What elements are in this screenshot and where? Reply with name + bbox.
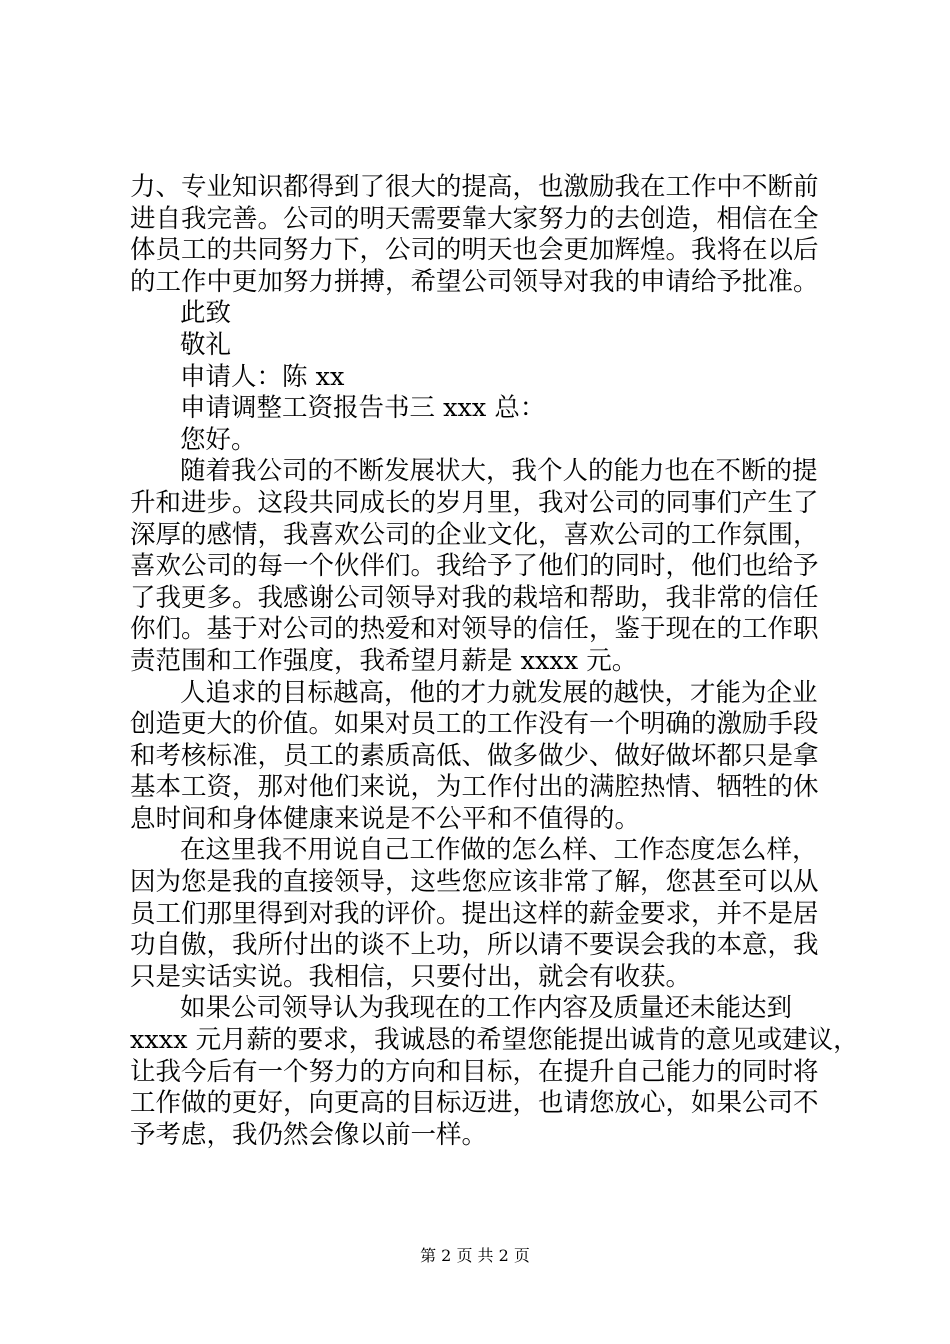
text-line: 只是实话实说。我相信，只要付出，就会有收获。 [130,961,692,992]
text-line: 你们。基于对公司的热爱和对领导的信任，鉴于现在的工作职 [130,614,819,645]
paragraph-start: 人追求的目标越高，他的才力就发展的越快，才能为企业 [180,677,818,708]
text-line: 升和进步。这段共同成长的岁月里，我对公司的同事们产生了 [130,487,819,518]
closing-line: 此致 [180,298,232,329]
text-line: 责范围和工作强度，我希望月薪是 xxxx 元。 [130,645,638,676]
page-footer [0,1246,950,1266]
page-number: 第 2 页 共 2 页 [420,1246,530,1265]
paragraph-start: 在这里我不用说自己工作做的怎么样、工作态度怎么样， [180,835,818,866]
text-line: 工作做的更好，向更高的目标迈进，也请您放心，如果公司不 [130,1088,819,1119]
paragraph-start: 随着我公司的不断发展状大，我个人的能力也在不断的提 [180,456,818,487]
text-line: 力、专业知识都得到了很大的提高，也激励我在工作中不断前 [130,172,819,202]
text-line: xxxx 元月薪的要求，我诚恳的希望您能提出诚肯的意见或建议， [130,1025,859,1056]
greeting-line: 您好。 [180,424,257,455]
paragraph-start: 如果公司领导认为我现在的工作内容及质量还未能达到 [180,993,793,1024]
section-heading: 申请调整工资报告书三 xxx 总： [180,393,546,424]
text-line: 因为您是我的直接领导，这些您应该非常了解，您甚至可以从 [130,867,819,898]
text-line: 进自我完善。公司的明天需要靠大家努力的去创造，相信在全 [130,203,819,234]
text-line: 功自傲，我所付出的谈不上功，所以请不要误会我的本意，我 [130,930,819,961]
text-line: 基本工资，那对他们来说，为工作付出的满腔热情、牺牲的休 [130,772,819,803]
text-line: 和考核标准，员工的素质高低、做多做少、做好做坏都只是拿 [130,740,819,771]
text-line: 息时间和身体健康来说是不公平和不值得的。 [130,803,641,834]
text-line: 予考虑，我仍然会像以前一样。 [130,1119,488,1150]
text-line: 让我今后有一个努力的方向和目标，在提升自己能力的同时将 [130,1056,819,1087]
document-body [130,172,859,1151]
applicant-line: 申请人：陈 xx [180,361,345,392]
text-line: 体员工的共同努力下，公司的明天也会更加辉煌。我将在以后 [130,235,819,266]
text-line: 深厚的感情，我喜欢公司的企业文化，喜欢公司的工作氛围， [130,519,819,550]
text-line: 喜欢公司的每一个伙伴们。我给予了他们的同时，他们也给予 [130,551,819,582]
text-line: 创造更大的价值。如果对员工的工作没有一个明确的激励手段 [130,709,819,740]
text-line: 的工作中更加努力拼搏，希望公司领导对我的申请给予批准。 [130,266,819,297]
text-line: 员工们那里得到对我的评价。提出这样的薪金要求，并不是居 [130,898,819,929]
closing-line: 敬礼 [180,329,232,360]
text-line: 了我更多。我感谢公司领导对我的栽培和帮助，我非常的信任 [130,582,819,613]
